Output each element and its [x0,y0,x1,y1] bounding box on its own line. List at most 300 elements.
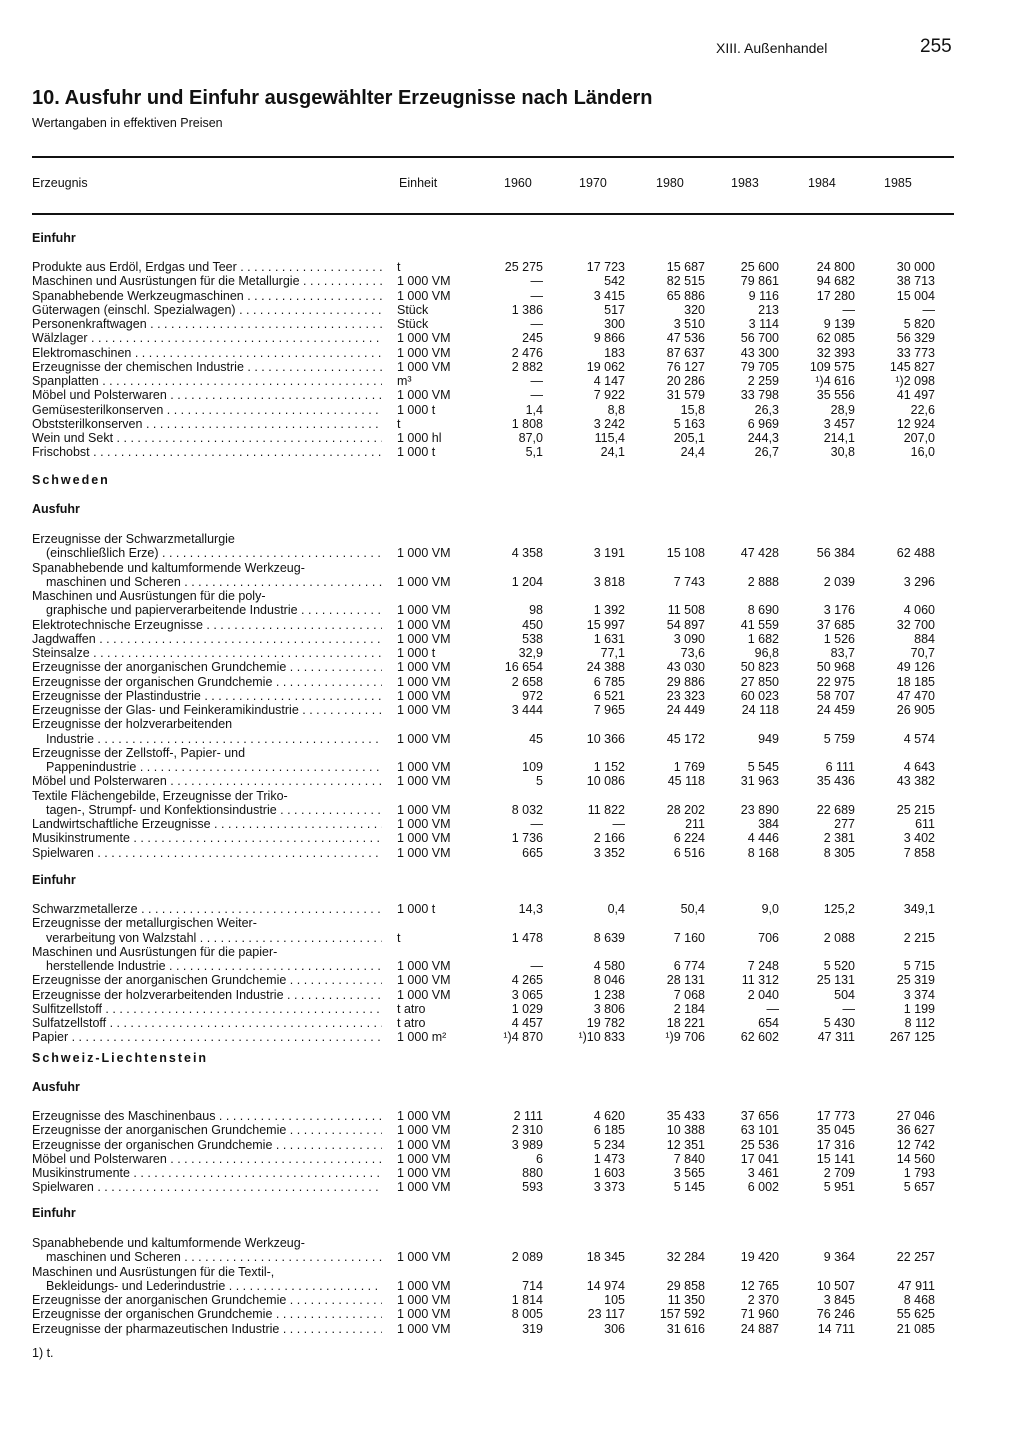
cell-1960: 32,9 [518,646,543,660]
cell-1980: 12 351 [666,1138,705,1152]
cell-1980: 43 030 [666,660,705,674]
cell-1980: 211 [685,817,705,831]
cell-1983: 5 545 [747,760,779,774]
cell-1985: 22 257 [896,1250,935,1264]
cell-1983: 25 536 [740,1138,779,1152]
cell-1960: 87,0 [518,431,543,445]
cell-1970: 11 822 [587,803,625,817]
cell-1984: 109 575 [809,360,855,374]
table-row [0,331,1024,345]
cell-1970: 3 373 [593,1180,625,1194]
cell-1980: 76 127 [666,360,705,374]
row-label: Erzeugnisse der Zellstoff-, Papier- und [32,746,246,760]
cell-1960: 16 654 [504,660,543,674]
row-unit: 1 000 VM [397,1279,451,1293]
cell-1980: 7 160 [673,931,705,945]
cell-1984: 50 968 [816,660,855,674]
row-label: Schwarzmetallerze . . . [32,902,382,916]
row-label: Erzeugnisse der organischen Grundchemie . . . [32,675,382,689]
cell-1985: 27 046 [896,1109,935,1123]
row-unit: 1 000 VM [397,1322,451,1336]
cell-1983: 79 705 [740,360,779,374]
cell-1983: 706 [758,931,779,945]
column-header-1984: 1984 [808,176,836,190]
cell-1980: 7 840 [673,1152,705,1166]
cell-1980: 29 886 [666,675,705,689]
cell-1980: 23 323 [666,689,705,703]
cell-1985: 43 382 [896,774,935,788]
row-unit: 1 000 VM [397,388,451,402]
cell-1970: ¹)10 833 [578,1030,625,1044]
table-row [0,931,1024,945]
cell-1980: 32 284 [666,1250,705,1264]
page-number: 255 [920,36,952,57]
row-label: Erzeugnisse der anorganischen Grundchemie . . . [32,1293,382,1307]
cell-1970: 24 388 [586,660,625,674]
row-label: Pappenindustrie . . . [46,760,382,774]
cell-1985: 207,0 [903,431,935,445]
cell-1970: 8 046 [593,973,625,987]
cell-1970: 7 965 [593,703,625,717]
cell-1983: 33 798 [740,388,779,402]
cell-1983: 26,3 [754,403,779,417]
cell-1983: 654 [758,1016,779,1030]
cell-1970: 1 631 [593,632,625,646]
cell-1983: 79 861 [740,274,779,288]
table-row [0,846,1024,860]
row-label: Elektrotechnische Erzeugnisse . . . [32,618,382,632]
table-row [0,360,1024,374]
row-unit: t [397,260,401,274]
cell-1984: 214,1 [823,431,855,445]
cell-1983: 3 461 [747,1166,779,1180]
cell-1983: 7 248 [747,959,779,973]
row-label: Musikinstrumente . . . [32,1166,382,1180]
cell-1970: 10 086 [586,774,625,788]
flow-heading: Ausfuhr [32,1080,80,1094]
row-label: Spielwaren . . . [32,1180,382,1194]
cell-1960: 3 989 [511,1138,543,1152]
cell-1984: 277 [834,817,855,831]
cell-1980: 3 565 [673,1166,705,1180]
cell-1980: 7 743 [673,575,705,589]
row-label: Maschinen und Ausrüstungen für die Metallurgie . . . [32,274,382,288]
cell-1983: 2 370 [747,1293,779,1307]
cell-1983: 6 969 [747,417,779,431]
cell-1984: 83,7 [830,646,855,660]
row-label: Möbel und Polsterwaren . . . [32,388,382,402]
cell-1983: 244,3 [747,431,779,445]
row-label: Erzeugnisse der Glas- und Feinkeramikindustrie . . . [32,703,382,717]
row-label: Industrie . . . [46,732,382,746]
cell-1983: 4 446 [747,831,779,845]
cell-1980: 5 163 [673,417,705,431]
cell-1970: 3 806 [593,1002,625,1016]
cell-1960: 1 204 [511,575,543,589]
row-unit: 1 000 VM [397,660,451,674]
cell-1960: — [530,959,543,973]
table-row [0,1123,1024,1137]
table-row [0,1138,1024,1152]
cell-1984: 58 707 [816,689,855,703]
table-row [0,973,1024,987]
cell-1970: 1 473 [593,1152,625,1166]
table-row [0,789,1024,803]
row-unit: 1 000 VM [397,817,451,831]
cell-1983: 3 114 [748,317,779,331]
row-unit: 1 000 VM [397,689,451,703]
cell-1960: 2 658 [511,675,543,689]
cell-1985: 62 488 [896,546,935,560]
cell-1985: 4 060 [903,603,935,617]
row-label: Maschinen und Ausrüstungen für die papier- [32,945,278,959]
cell-1984: 35 436 [816,774,855,788]
row-unit: 1 000 VM [397,675,451,689]
cell-1970: 542 [604,274,625,288]
cell-1985: 4 574 [903,732,935,746]
table-row [0,1265,1024,1279]
cell-1984: 5 951 [823,1180,855,1194]
cell-1983: 9,0 [761,902,779,916]
table-row [0,732,1024,746]
table-row [0,317,1024,331]
row-unit: Stück [397,317,429,331]
cell-1960: 538 [522,632,543,646]
cell-1984: 9 139 [823,317,855,331]
cell-1984: 15 141 [816,1152,855,1166]
row-label: maschinen und Scheren . . . [46,575,382,589]
row-label: Erzeugnisse des Maschinenbaus . . . [32,1109,382,1123]
cell-1970: 6 185 [593,1123,625,1137]
row-unit: 1 000 VM [397,1180,451,1194]
row-label: Elektromaschinen . . . [32,346,382,360]
flow-heading: Ausfuhr [32,502,80,516]
cell-1980: ¹)9 706 [665,1030,705,1044]
cell-1970: 1 238 [593,988,625,1002]
table-row [0,603,1024,617]
cell-1980: 2 184 [673,1002,705,1016]
cell-1980: 1 769 [673,760,705,774]
cell-1960: 319 [522,1322,543,1336]
cell-1980: 73,6 [680,646,705,660]
row-unit: 1 000 VM [397,959,451,973]
top-rule [32,156,954,158]
cell-1984: 17 280 [816,289,855,303]
cell-1980: 47 536 [666,331,705,345]
row-label: Erzeugnisse der Plastindustrie . . . [32,689,382,703]
cell-1984: 25 131 [816,973,855,987]
table-row [0,916,1024,930]
table-row [0,902,1024,916]
cell-1970: 8 639 [593,931,625,945]
cell-1983: 24 887 [740,1322,779,1336]
cell-1985: 70,7 [910,646,935,660]
cell-1983: 62 602 [740,1030,779,1044]
table-row [0,546,1024,560]
cell-1970: 8,8 [607,403,625,417]
cell-1970: 3 352 [593,846,625,860]
row-unit: 1 000 VM [397,1152,451,1166]
table-row [0,632,1024,646]
column-header-1983: 1983 [731,176,759,190]
cell-1985: 56 329 [896,331,935,345]
cell-1985: — [922,303,935,317]
table-row [0,1002,1024,1016]
row-label: Erzeugnisse der anorganischen Grundchemie . . . [32,1123,382,1137]
table-row [0,1109,1024,1123]
cell-1985: 349,1 [903,902,935,916]
row-unit: 1 000 VM [397,603,451,617]
header-rule [32,213,954,215]
cell-1984: — [842,303,855,317]
row-label: Wein und Sekt . . . [32,431,382,445]
row-unit: 1 000 VM [397,1109,451,1123]
cell-1970: 14 974 [586,1279,625,1293]
table-row [0,1030,1024,1044]
table-row [0,589,1024,603]
cell-1983: 71 960 [740,1307,779,1321]
row-unit: 1 000 VM [397,973,451,987]
cell-1960: 2 882 [511,360,543,374]
cell-1960: 1,4 [525,403,543,417]
cell-1980: 15 687 [666,260,705,274]
cell-1983: 2 259 [747,374,779,388]
page-subtitle: Wertangaben in effektiven Preisen [32,116,223,130]
cell-1983: 43 300 [740,346,779,360]
cell-1985: 8 468 [903,1293,935,1307]
row-unit: 1 000 t [397,646,436,660]
cell-1985: 3 402 [903,831,935,845]
table-row [0,703,1024,717]
table-row [0,717,1024,731]
row-unit: 1 000 VM [397,703,451,717]
cell-1983: 9 116 [748,289,779,303]
cell-1985: 3 296 [903,575,935,589]
cell-1980: 10 388 [666,1123,705,1137]
cell-1960: 5 [536,774,543,788]
row-unit: 1 000 VM [397,803,451,817]
row-unit: Stück [397,303,429,317]
header-section: XIII. Außenhandel [716,40,828,56]
table-row [0,1307,1024,1321]
cell-1960: — [530,817,543,831]
cell-1984: 1 526 [823,632,855,646]
cell-1960: 880 [522,1166,543,1180]
cell-1970: 3 415 [593,289,625,303]
row-label: Musikinstrumente . . . [32,831,382,845]
cell-1970: 19 062 [586,360,625,374]
cell-1984: 32 393 [816,346,855,360]
cell-1960: 8 005 [511,1307,543,1321]
cell-1985: 36 627 [896,1123,935,1137]
cell-1980: 157 592 [659,1307,705,1321]
table-row [0,831,1024,845]
cell-1970: 10 366 [586,732,625,746]
cell-1980: 15,8 [680,403,705,417]
cell-1984: 5 759 [823,732,855,746]
table-row [0,388,1024,402]
cell-1970: — [612,817,625,831]
row-label: Gemüsesterilkonserven . . . [32,403,382,417]
cell-1970: 9 866 [593,331,625,345]
table-row [0,689,1024,703]
cell-1983: 31 963 [740,774,779,788]
row-label: Sulfitzellstoff . . . [32,1002,382,1016]
table-row [0,1166,1024,1180]
cell-1980: 3 090 [673,632,705,646]
cell-1980: 6 224 [673,831,705,845]
cell-1983: 26,7 [754,445,779,459]
page-title: 10. Ausfuhr und Einfuhr ausgewählter Erzeugnisse nach Ländern [32,87,653,109]
cell-1985: 5 715 [903,959,935,973]
row-unit: 1 000 VM [397,331,451,345]
table-row [0,532,1024,546]
cell-1984: 5 520 [823,959,855,973]
cell-1984: 3 457 [823,417,855,431]
cell-1970: 6 785 [593,675,625,689]
cell-1980: 50,4 [680,902,705,916]
row-unit: 1 000 t [397,403,436,417]
row-label: Jagdwaffen . . . [32,632,382,646]
cell-1983: 11 312 [741,973,779,987]
cell-1970: 24,1 [600,445,625,459]
cell-1960: 14,3 [518,902,543,916]
row-label: Erzeugnisse der pharmazeutischen Industrie . . . [32,1322,382,1336]
cell-1980: 15 108 [666,546,705,560]
row-unit: t atro [397,1002,426,1016]
cell-1970: 18 345 [586,1250,625,1264]
cell-1960: 4 265 [511,973,543,987]
cell-1984: 2 709 [823,1166,855,1180]
row-label: Maschinen und Ausrüstungen für die Textil-, [32,1265,275,1279]
country-heading: Schweiz-Liechtenstein [32,1051,209,1065]
cell-1983: 41 559 [740,618,779,632]
cell-1983: 27 850 [740,675,779,689]
cell-1983: 50 823 [740,660,779,674]
cell-1983: 949 [758,732,779,746]
row-unit: 1 000 VM [397,289,451,303]
cell-1985: 41 497 [896,388,935,402]
column-header-product: Erzeugnis [32,176,88,190]
table-row [0,303,1024,317]
row-unit: 1 000 m² [397,1030,447,1044]
cell-1980: 11 508 [667,603,705,617]
cell-1970: 4 147 [593,374,625,388]
cell-1984: 504 [834,988,855,1002]
cell-1960: 2 476 [511,346,543,360]
table-row [0,445,1024,459]
cell-1983: 24 118 [741,703,779,717]
cell-1960: 25 275 [504,260,543,274]
cell-1970: 115,4 [594,431,625,445]
cell-1985: 2 215 [903,931,935,945]
cell-1985: 18 185 [896,675,935,689]
column-header-1960: 1960 [504,176,532,190]
row-label: Spielwaren . . . [32,846,382,860]
row-unit: 1 000 VM [397,1250,451,1264]
row-label: Sulfatzellstoff . . . [32,1016,382,1030]
table-row [0,660,1024,674]
table-row [0,260,1024,274]
table-row [0,1180,1024,1194]
table-row [0,817,1024,831]
cell-1985: 3 374 [903,988,935,1002]
row-label: herstellende Industrie . . . [46,959,382,973]
row-label: Güterwagen (einschl. Spezialwagen) . . . [32,303,382,317]
cell-1980: 28 202 [666,803,705,817]
cell-1984: 22 689 [816,803,855,817]
row-unit: 1 000 VM [397,831,451,845]
cell-1960: 5,1 [525,445,543,459]
cell-1970: 7 922 [593,388,625,402]
cell-1985: 145 827 [889,360,935,374]
cell-1980: 11 350 [667,1293,705,1307]
table-row [0,988,1024,1002]
row-unit: 1 000 t [397,445,436,459]
column-header-unit: Einheit [399,176,438,190]
cell-1984: 6 111 [825,760,855,774]
row-label: Möbel und Polsterwaren . . . [32,1152,382,1166]
cell-1970: 4 620 [593,1109,625,1123]
cell-1985: 7 858 [903,846,935,860]
cell-1960: 1 736 [511,831,543,845]
table-row [0,431,1024,445]
cell-1985: 33 773 [896,346,935,360]
cell-1984: 62 085 [816,331,855,345]
table-row [0,274,1024,288]
cell-1980: 24,4 [680,445,705,459]
cell-1970: 0,4 [607,902,625,916]
table-row [0,618,1024,632]
cell-1970: 77,1 [600,646,625,660]
cell-1980: 87 637 [666,346,705,360]
row-label: Personenkraftwagen . . . [32,317,382,331]
cell-1970: 300 [604,317,625,331]
cell-1980: 5 145 [673,1180,705,1194]
cell-1960: 665 [522,846,543,860]
cell-1970: 1 603 [593,1166,625,1180]
cell-1984: 47 311 [817,1030,855,1044]
cell-1960: 1 029 [511,1002,543,1016]
cell-1984: 30,8 [830,445,855,459]
table-row [0,760,1024,774]
row-unit: 1 000 hl [397,431,442,445]
row-label: Landwirtschaftliche Erzeugnisse . . . [32,817,382,831]
cell-1985: 1 793 [903,1166,935,1180]
row-label: Produkte aus Erdöl, Erdgas und Teer . . . [32,260,382,274]
cell-1983: 37 656 [740,1109,779,1123]
cell-1985: 49 126 [896,660,935,674]
table-row [0,746,1024,760]
cell-1984: 3 176 [823,603,855,617]
cell-1984: 2 039 [823,575,855,589]
cell-1980: 3 510 [673,317,705,331]
column-header-1980: 1980 [656,176,684,190]
cell-1985: 30 000 [896,260,935,274]
cell-1983: — [766,1002,779,1016]
row-unit: 1 000 VM [397,732,451,746]
cell-1984: 17 316 [816,1138,855,1152]
cell-1970: 105 [604,1293,625,1307]
country-heading: Schweden [32,473,110,487]
cell-1960: 972 [522,689,543,703]
cell-1985: 25 319 [896,973,935,987]
cell-1960: 8 032 [511,803,543,817]
cell-1985: 5 657 [903,1180,935,1194]
cell-1983: 2 040 [747,988,779,1002]
row-label: Papier . . . [32,1030,382,1044]
row-unit: 1 000 VM [397,632,451,646]
